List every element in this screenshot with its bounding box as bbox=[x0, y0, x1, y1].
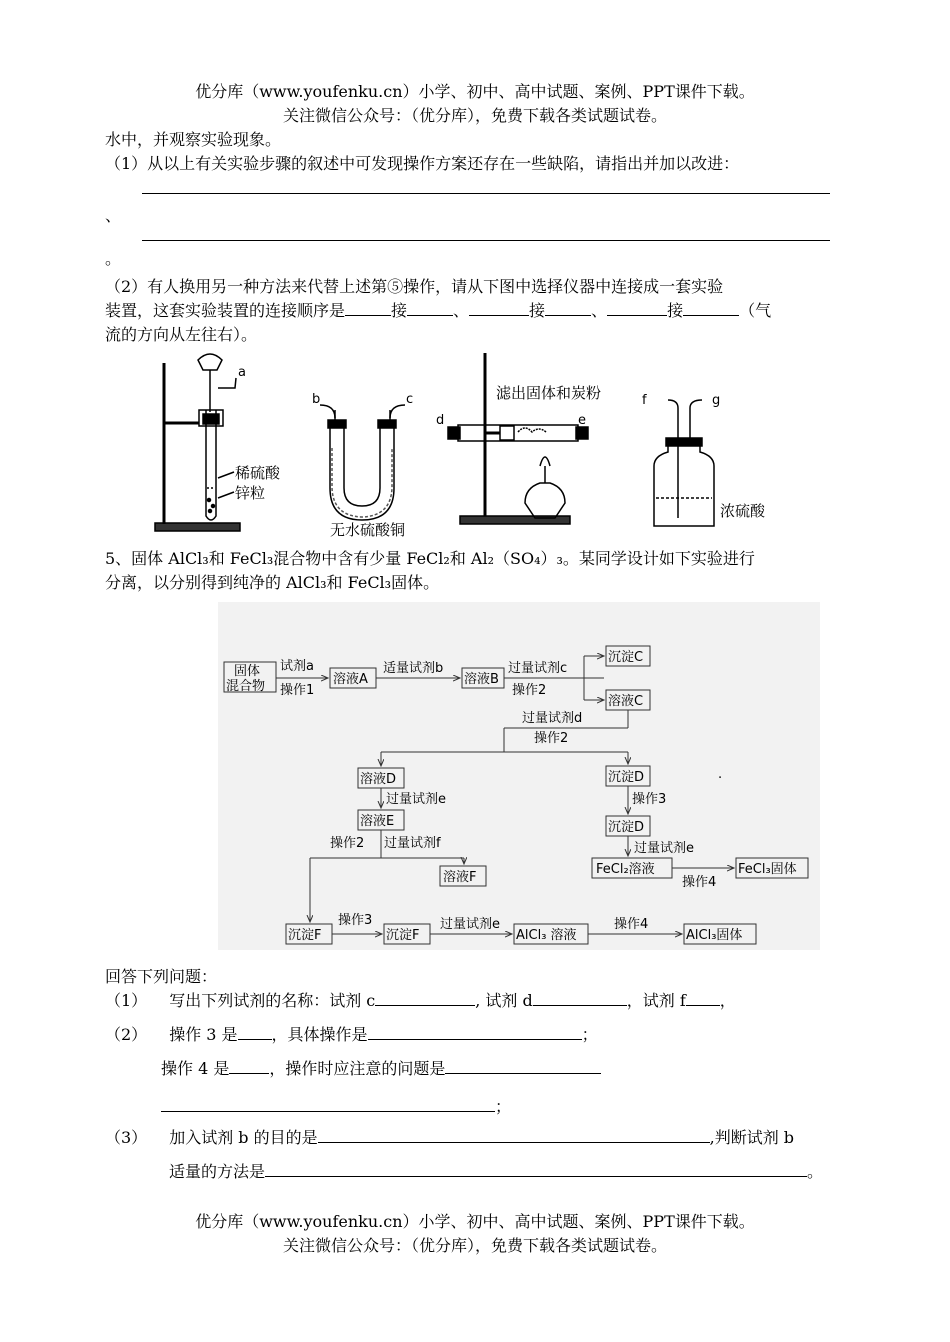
answer-line-2[interactable] bbox=[142, 240, 830, 241]
label-g: g bbox=[712, 393, 721, 408]
blank-1[interactable] bbox=[345, 315, 391, 316]
header-line-2: 关注微信公众号：（优分库），免费下载各类试题试卷。 bbox=[282, 106, 667, 125]
join-2: 接 bbox=[529, 301, 546, 320]
intro-line: 水中，并观察实验现象。 bbox=[105, 130, 282, 149]
question-2-line-2 bbox=[105, 298, 771, 321]
text-reagent-e-3: 过量试剂e bbox=[440, 917, 500, 932]
answer-line-1[interactable] bbox=[142, 193, 830, 194]
q2-text-b: ，具体操作是 bbox=[271, 1025, 368, 1044]
question-1-row bbox=[105, 988, 736, 1011]
label-cuso4: 无水硫酸铜 bbox=[330, 521, 406, 538]
text-op3-a: 操作3 bbox=[632, 792, 667, 807]
text-mix-1: 固体 bbox=[234, 664, 261, 679]
q3-text-b: ,判断试剂 b bbox=[709, 1128, 795, 1147]
text-sol-f: 溶液F bbox=[443, 870, 477, 885]
text-fecl3: FeCl₃固体 bbox=[738, 862, 797, 877]
question-3-row-2 bbox=[169, 1159, 823, 1182]
question-2-line-1: （2）有人换用另一种方法来代替上述第⑤操作，请从下图中选择仪器中连接成一套实验 bbox=[105, 277, 724, 296]
flowchart bbox=[218, 602, 820, 950]
blank-6[interactable] bbox=[683, 315, 739, 316]
text-reagent-e-1: 过量试剂e bbox=[386, 792, 446, 807]
blank-reagent-b-purpose[interactable] bbox=[318, 1142, 710, 1143]
blank-op4-notes-2[interactable] bbox=[161, 1111, 495, 1112]
q1-text-d: ， bbox=[719, 991, 736, 1010]
text-op1: 操作1 bbox=[280, 683, 315, 698]
join-3: 接 bbox=[667, 301, 684, 320]
blank-2[interactable] bbox=[407, 315, 453, 316]
q1-text-a: 写出下列试剂的名称：试剂 c bbox=[169, 991, 376, 1010]
footer-line-2: 关注微信公众号：（优分库），免费下载各类试题试卷。 bbox=[282, 1236, 667, 1255]
text-fecl2: FeCl₂溶液 bbox=[596, 862, 655, 877]
blank-op4-notes[interactable] bbox=[445, 1073, 601, 1074]
text-ppt-d-2: 沉淀D bbox=[608, 820, 645, 835]
blank-op4[interactable] bbox=[229, 1073, 269, 1074]
text-op2-c: 操作2 bbox=[330, 836, 365, 851]
text-mix-2: 混合物 bbox=[226, 679, 266, 694]
hydrogen-generator bbox=[155, 354, 240, 531]
text-ppt-f-1: 沉淀F bbox=[288, 928, 322, 943]
blank-reagent-b-method[interactable] bbox=[265, 1176, 807, 1177]
blank-3[interactable] bbox=[469, 315, 529, 316]
blank-op3[interactable] bbox=[238, 1039, 272, 1040]
q2-text-d: 操作 4 是 bbox=[161, 1059, 230, 1078]
question-2-row-2 bbox=[161, 1056, 601, 1079]
text-op2-b: 操作2 bbox=[534, 731, 569, 746]
text-op2-a: 操作2 bbox=[512, 683, 547, 698]
q2-text-f: ； bbox=[495, 1097, 512, 1116]
q3-text-a: 加入试剂 b 的目的是 bbox=[169, 1128, 318, 1147]
wash-bottle bbox=[654, 400, 714, 526]
end-mark: 。 bbox=[105, 249, 122, 268]
q1-text-c: ，试剂 f bbox=[626, 991, 686, 1010]
sep-2: 、 bbox=[591, 301, 608, 320]
text-reagent-c: 过量试剂c bbox=[508, 661, 568, 676]
text-reagent-b: 适量试剂b bbox=[383, 661, 444, 676]
blank-reagent-d[interactable] bbox=[533, 1005, 627, 1006]
q3-text-c: 适量的方法是 bbox=[169, 1162, 266, 1181]
question-1-text: （1）从以上有关实验步骤的叙述中可发现操作方案还存在一些缺陷，请指出并加以改进： bbox=[105, 154, 740, 173]
label-c: c bbox=[406, 392, 414, 407]
q3-number: （3） bbox=[105, 1128, 148, 1147]
q2-prefix: 装置，这套实验装置的连接顺序是 bbox=[105, 301, 346, 320]
label-solid: 滤出固体和炭粉 bbox=[496, 384, 602, 402]
q2-text-a: 操作 3 是 bbox=[169, 1025, 238, 1044]
flowchart-background bbox=[218, 602, 820, 950]
blank-4[interactable] bbox=[545, 315, 591, 316]
label-d: d bbox=[436, 413, 445, 428]
text-reagent-f: 过量试剂f bbox=[384, 836, 441, 851]
label-h2so4: 浓硫酸 bbox=[720, 502, 766, 520]
questions-intro: 回答下列问题： bbox=[105, 967, 218, 986]
question-3-row-1 bbox=[105, 1125, 794, 1148]
q1-text-b: , 试剂 d bbox=[475, 991, 533, 1010]
problem-5-line-2: 分离，以分别得到纯净的 AlCl₃和 FeCl₃固体。 bbox=[105, 573, 440, 592]
text-op4-a: 操作4 bbox=[682, 875, 717, 890]
text-reagent-a: 试剂a bbox=[280, 659, 314, 674]
label-acid: 稀硫酸 bbox=[235, 464, 281, 482]
text-sol-c: 溶液C bbox=[608, 694, 644, 709]
label-zinc: 锌粒 bbox=[235, 484, 266, 502]
text-alcl3-sol: AlCl₃ 溶液 bbox=[516, 928, 577, 943]
text-alcl3-solid: AlCl₃固体 bbox=[686, 928, 743, 943]
question-2-row-3 bbox=[161, 1094, 511, 1117]
label-e: e bbox=[578, 413, 586, 428]
text-ppt-f-2: 沉淀F bbox=[386, 928, 420, 943]
text-sol-e: 溶液E bbox=[360, 814, 395, 829]
text-sol-a: 溶液A bbox=[333, 672, 368, 687]
u-tube bbox=[320, 405, 405, 520]
label-b: b bbox=[312, 392, 321, 407]
q3-text-d: 。 bbox=[807, 1162, 824, 1181]
apparatus-figure bbox=[140, 348, 780, 538]
text-reagent-d: 过量试剂d bbox=[522, 711, 583, 726]
text-sol-d: 溶液D bbox=[360, 772, 397, 787]
text-op4-b: 操作4 bbox=[614, 917, 649, 932]
text-sol-b: 溶液B bbox=[464, 672, 499, 687]
sep-1: 、 bbox=[453, 301, 470, 320]
blank-reagent-c[interactable] bbox=[375, 1005, 475, 1006]
label-a: a bbox=[238, 365, 246, 380]
separator-mark: 、 bbox=[105, 206, 122, 225]
blank-reagent-f[interactable] bbox=[686, 1005, 720, 1006]
q2-suffix: （气 bbox=[739, 301, 772, 320]
q2-number: （2） bbox=[105, 1025, 148, 1044]
combustion-tube bbox=[448, 353, 588, 524]
text-ppt-d-1: 沉淀D bbox=[608, 770, 645, 785]
text-op3-b: 操作3 bbox=[338, 913, 373, 928]
text-ppt-c: 沉淀C bbox=[608, 650, 644, 665]
question-2-row-1 bbox=[105, 1022, 598, 1045]
blank-op3-detail[interactable] bbox=[368, 1039, 582, 1040]
header-line-1: 优分库（www.youfenku.cn）小学、初中、高中试题、案例、PPT课件下载。 bbox=[195, 82, 755, 101]
text-reagent-e-2: 过量试剂e bbox=[634, 841, 694, 856]
q1-number: （1） bbox=[105, 991, 148, 1010]
join-1: 接 bbox=[391, 301, 408, 320]
blank-5[interactable] bbox=[607, 315, 667, 316]
text-dot: . bbox=[718, 767, 723, 782]
q2-text-e: ，操作时应注意的问题是 bbox=[269, 1059, 446, 1078]
footer-line-1: 优分库（www.youfenku.cn）小学、初中、高中试题、案例、PPT课件下载。 bbox=[195, 1212, 755, 1231]
question-2-line-3: 流的方向从左往右）。 bbox=[105, 325, 258, 344]
problem-5-line-1: 5、固体 AlCl₃和 FeCl₃混合物中含有少量 FeCl₂和 Al₂（SO₄）₃。某同学设计如下实验进行 bbox=[105, 549, 755, 568]
q2-text-c: ； bbox=[581, 1025, 598, 1044]
label-f: f bbox=[642, 393, 647, 408]
